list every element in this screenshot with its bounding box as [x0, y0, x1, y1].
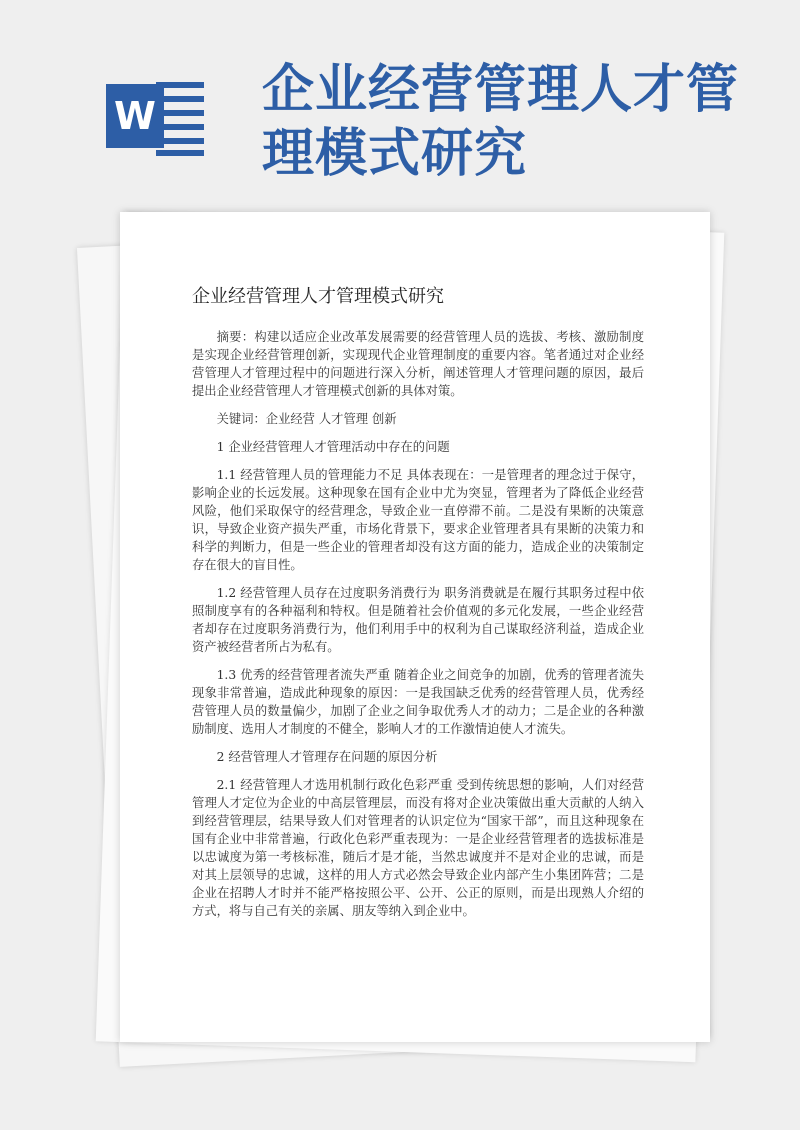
- word-document-icon: [106, 70, 214, 162]
- header: [0, 0, 800, 200]
- document-title: 企业经营管理人才管理模式研究: [192, 286, 444, 307]
- word-badge: W: [106, 84, 164, 148]
- section-heading-2: 2 经营管理人才管理存在问题的原因分析: [216, 750, 438, 764]
- section-heading-1: 1 企业经营管理人才管理活动中存在的问题: [216, 440, 450, 454]
- document-body: [192, 328, 644, 930]
- paragraph-1-1: 1.1 经营管理人员的管理能力不足 具体表现在：一是管理者的理念过于保守，影响企业的长远发展。这种现象在国有企业中尤为突显，管理者为了降低企业经营风险，他们采取保守的经营理念，导致企业一直停滞不前。二是没有果断的决策意识，导致企业资产损失严重，市场化背景下，要求企业管理者具有果断的决策力和科学的判断力，但是一些企业的管理者却没有这方面的能力，造成企业的决策制定存在很大的盲目性。: [192, 468, 644, 572]
- document-page: [120, 212, 710, 1042]
- abstract: 摘要：构建以适应企业改革发展需要的经营管理人员的选拔、考核、激励制度是实现企业经营管理创新，实现现代企业管理制度的重要内容。笔者通过对企业经营管理人才管理过程中的问题进行深入分析，阐述管理人才管理问题的原因，最后提出企业经营管理人才管理模式创新的具体对策。: [192, 330, 644, 398]
- paragraph-1-3: 1.3 优秀的经营管理者流失严重 随着企业之间竞争的加剧，优秀的管理者流失现象非常普遍，造成此种现象的原因：一是我国缺乏优秀的经营管理人员，优秀经营管理人员的数量偏少，加剧了企业之间争取优秀人才的动力；二是企业的各种激励制度、选用人才制度的不健全，影响人才的工作激情迫使人才流失。: [192, 668, 644, 736]
- header-title: 企业经营管理人才管理模式研究: [262, 59, 740, 184]
- paragraph-1-2: 1.2 经营管理人员存在过度职务消费行为 职务消费就是在履行其职务过程中依照制度享有的各种福利和特权。但是随着社会价值观的多元化发展，一些企业经营者却存在过度职务消费行为，他们利用手中的权利为自己谋取经济利益，造成企业资产被经营者所占为私有。: [192, 586, 644, 654]
- keywords: 关键词：企业经营 人才管理 创新: [216, 412, 397, 426]
- paragraph-2-1: 2.1 经营管理人才选用机制行政化色彩严重 受到传统思想的影响，人们对经营管理人才定位为企业的中高层管理层，而没有将对企业决策做出重大贡献的人纳入到经营管理层，结果导致人们对管理者的认识定位为“国家干部”，而且这种现象在国有企业中非常普遍，行政化色彩严重表现为：一是企业经营管理者的选拔标准是以忠诚度为第一考核标准，随后才是才能，当然忠诚度并不是对企业的忠诚，而是对其上层领导的忠诚，这样的用人方式必然会导致企业内部产生小集团阵营；二是企业在招聘人才时并不能严格按照公平、公开、公正的原则，而是出现熟人介绍的方式，将与自己有关的亲属、朋友等纳入到企业中。: [192, 778, 644, 918]
